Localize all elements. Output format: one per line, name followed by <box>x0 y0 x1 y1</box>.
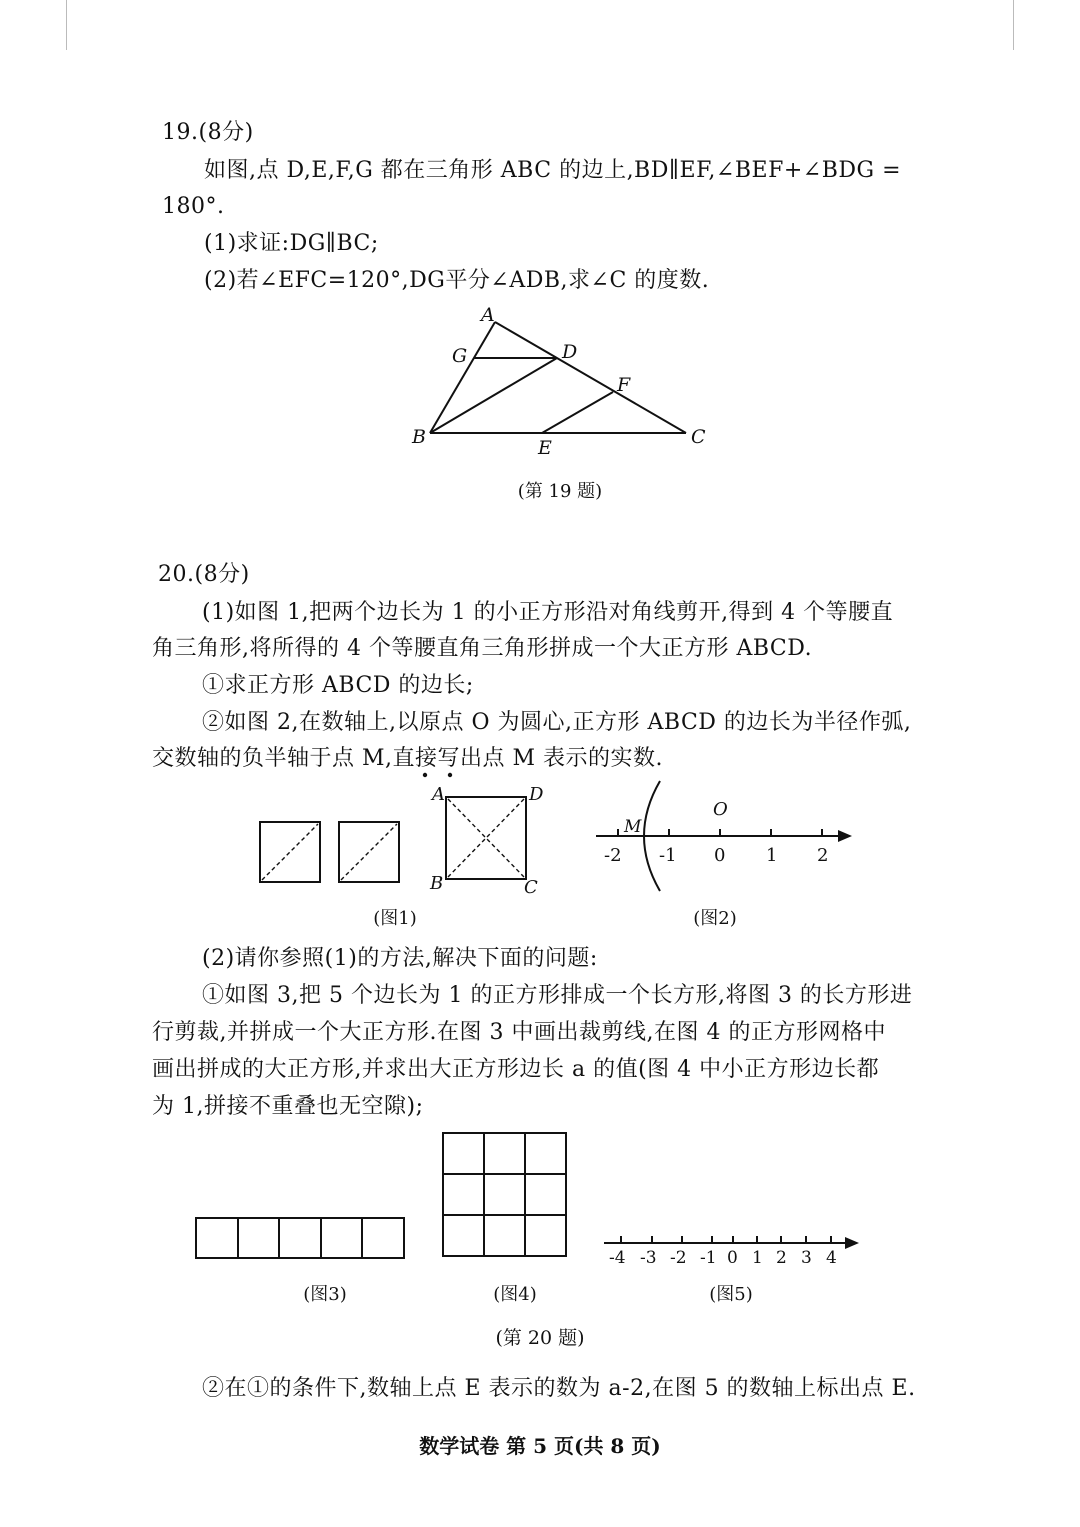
fig2-tick-label: -2 <box>604 845 622 866</box>
q20-p2-q1-line3: 画出拼成的大正方形,并求出大正方形边长 a 的值(图 4 中小正方形边长都 <box>152 1057 880 1082</box>
label-c: C <box>691 426 706 448</box>
page-footer: 数学试卷 第 5 页(共 8 页) <box>419 1434 661 1458</box>
fig5-tick-label: -1 <box>700 1248 717 1268</box>
fig2-tick-label: 1 <box>766 845 778 866</box>
fig5-tick-label: 4 <box>826 1248 837 1268</box>
q20-header: 20.(8分) <box>158 562 250 587</box>
fig5-tick-label: 1 <box>752 1248 763 1268</box>
label-d: D <box>562 341 578 363</box>
label-a: A <box>481 304 495 326</box>
fig2-tick-label: 2 <box>817 845 829 866</box>
fig2-tick-label: -1 <box>659 845 677 866</box>
q19-part2: (2)若∠EFC=120°,DG平分∠ADB,求∠C 的度数. <box>204 268 710 293</box>
q19-part1: (1)求证:DG∥BC; <box>204 231 379 256</box>
fig4-caption: (图4) <box>493 1284 537 1305</box>
fig5-tick-label: 3 <box>801 1248 812 1268</box>
fig3-rectangle <box>196 1218 404 1258</box>
q20-p1-q1: ①求正方形 ABCD 的边长; <box>202 673 474 698</box>
q20-p1-q2-line1: ②如图 2,在数轴上,以原点 O 为圆心,正方形 ABCD 的边长为半径作弧, <box>202 710 912 735</box>
label-g: G <box>452 345 468 367</box>
fig1-label-c: C <box>524 877 538 898</box>
fig1-label-b: B <box>430 873 444 894</box>
q20-p2-q1-line1: ①如图 3,把 5 个边长为 1 的正方形排成一个长方形,将图 3 的长方形进 <box>202 983 913 1008</box>
q20-p1-q2-line2: 交数轴的负半轴于点 M,直接写出点 M 表示的实数. <box>152 746 664 771</box>
fig1-label-d: D <box>529 784 544 805</box>
fig5-arrowhead <box>845 1237 859 1249</box>
fig2-tick-label: 0 <box>714 845 726 866</box>
fig3-caption: (图3) <box>303 1284 347 1305</box>
q19-caption: (第 19 题) <box>517 481 603 502</box>
q19-stem-line2: 180°. <box>162 194 225 219</box>
fig2-label-m: M <box>624 817 642 837</box>
fig5-tick-label: 2 <box>776 1248 787 1268</box>
fig5-caption: (图5) <box>709 1284 753 1305</box>
q19-stem-line1: 如图,点 D,E,F,G 都在三角形 ABC 的边上,BD∥EF,∠BEF+∠BDG = <box>204 158 902 183</box>
q19-header: 19.(8分) <box>162 120 254 145</box>
label-f: F <box>617 374 631 396</box>
q20-p2-q2: ②在①的条件下,数轴上点 E 表示的数为 a-2,在图 5 的数轴上标出点 E. <box>202 1376 916 1401</box>
q20-p2-q1-line4: 为 1,拼接不重叠也无空隙); <box>152 1094 424 1119</box>
fig2-label-o: O <box>713 799 728 820</box>
q20-p1-line2: 角三角形,将所得的 4 个等腰直角三角形拼成一个大正方形 ABCD. <box>152 636 813 661</box>
fig5-tick-label: -4 <box>609 1248 626 1268</box>
label-b: B <box>412 426 426 448</box>
fig2-caption: (图2) <box>693 908 737 929</box>
fig5-tick-label: -3 <box>640 1248 657 1268</box>
q20-p1-line1: (1)如图 1,把两个边长为 1 的小正方形沿对角线剪开,得到 4 个等腰直 <box>202 600 894 625</box>
fig4-grid <box>443 1133 566 1256</box>
label-e: E <box>538 437 552 459</box>
q20-caption: (第 20 题) <box>495 1327 585 1349</box>
fig1-label-a: A <box>432 784 445 805</box>
fig1-caption: (图1) <box>373 908 417 929</box>
fig5-tick-label: 0 <box>727 1248 738 1268</box>
fig5-tick-label: -2 <box>670 1248 687 1268</box>
q20-p2-intro: (2)请你参照(1)的方法,解决下面的问题: <box>202 946 598 971</box>
q20-p2-q1-line2: 行剪裁,并拼成一个大正方形.在图 3 中画出裁剪线,在图 4 的正方形网格中 <box>152 1020 886 1045</box>
